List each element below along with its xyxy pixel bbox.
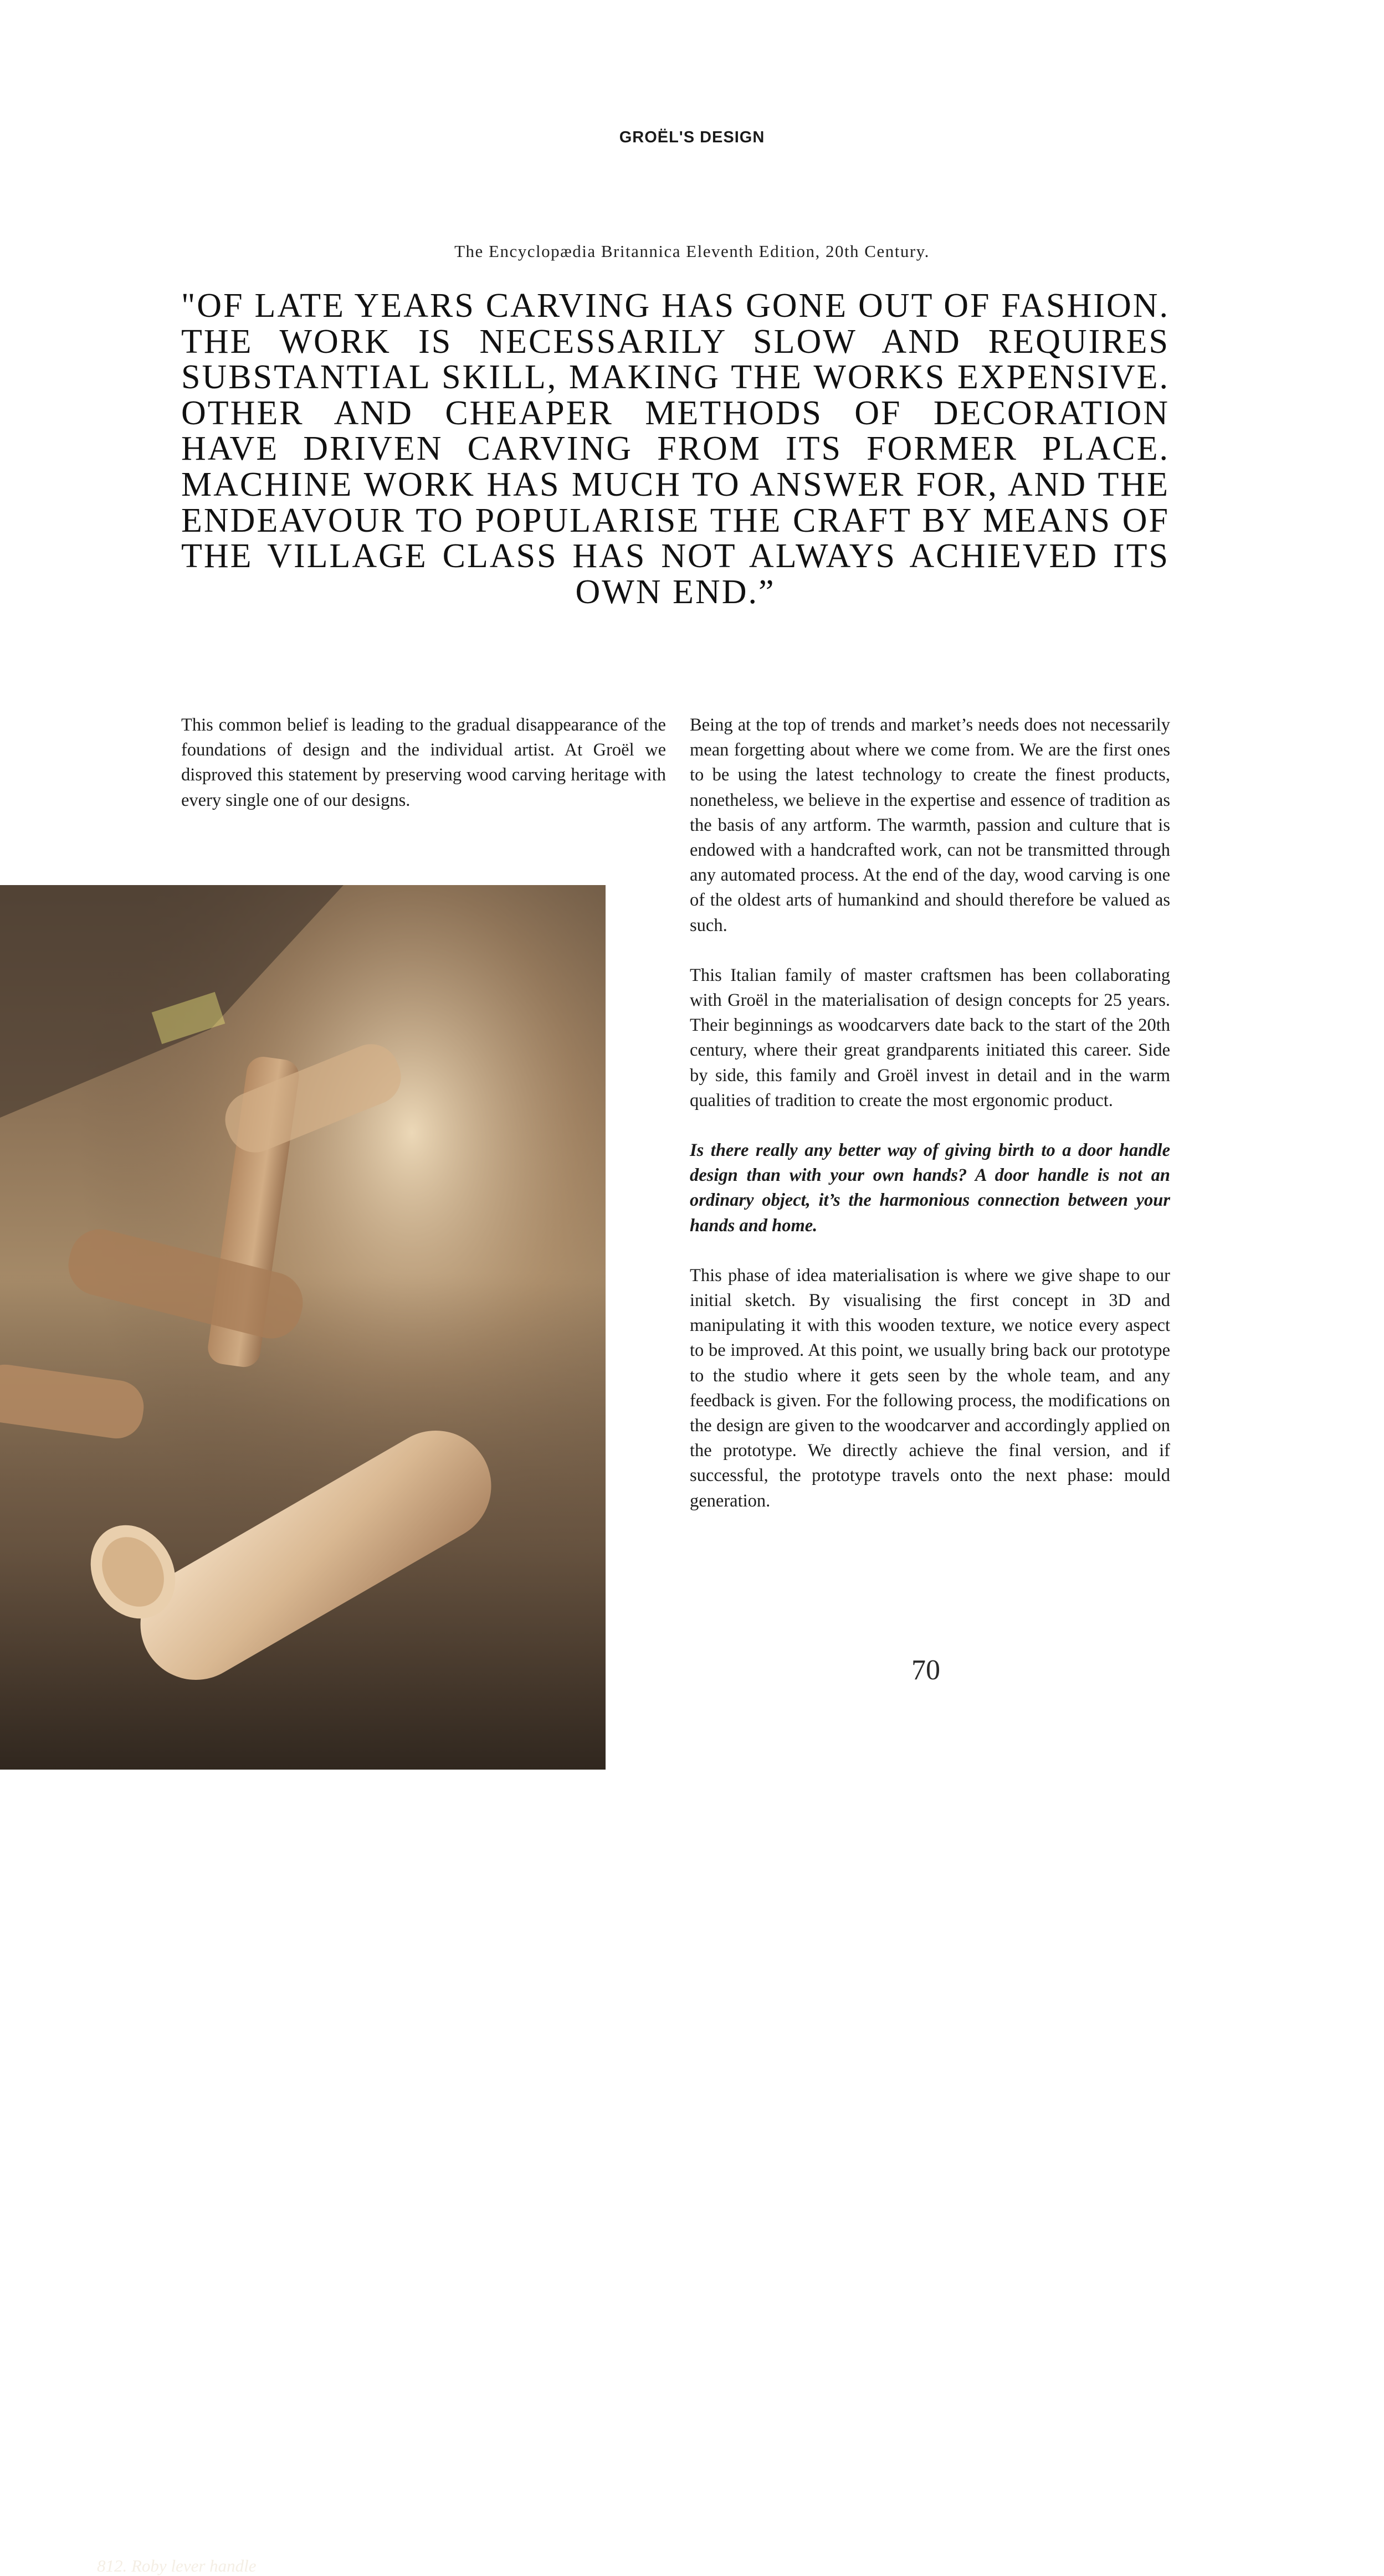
section-header: GROËL'S DESIGN bbox=[619, 128, 765, 146]
paragraph: This Italian family of master craftsmen has been collaborating with Groël in the materialisation of design concepts for 25 years. Their beginnings as woodcarvers date back to the start of the 20th century, where their great grandparents initiated this career. Side by side, this family and Groël invest in detail and in the warm qualities of tradition to create the most ergonomic product. bbox=[690, 965, 1170, 1110]
page-number: 70 bbox=[911, 1654, 940, 1686]
pull-quote: "OF LATE YEARS CARVING HAS GONE OUT OF FASHION. THE WORK IS NECESSARILY SLOW AND REQUIRES SUBSTANTIAL SKILL, MAKING THE WORKS EXPENSIVE. OTHER AND CHEAPER METHODS OF DECORATION HAVE DRIVEN CARVING FROM ITS FORMER PLACE. MACHINE WORK HAS MUCH TO ANSWER FOR, AND THE ENDEAVOUR TO POPULARISE THE CRAFT BY MEANS OF THE VILLAGE CLASS HAS NOT ALWAYS ACHIEVED ITS OWN END.” bbox=[181, 287, 1170, 611]
paragraph: This common belief is leading to the gradual disappearance of the foundations of design and the individual artist. At Groël we disproved this statement by preserving wood carving heritage with every single one of our designs. bbox=[181, 715, 666, 810]
wooden-handles-illustration bbox=[0, 885, 606, 1770]
body-column-left bbox=[181, 713, 666, 838]
body-column-right bbox=[690, 713, 1170, 1539]
product-photo bbox=[0, 885, 606, 2575]
paragraph: This phase of idea materialisation is where we give shape to our initial sketch. By visualising the first concept in 3D and manipulating it with this wooden texture, we notice every aspect to be improved. At this point, we usually bring back our prototype to the studio where it gets seen by the whole team, and any feedback is given. For the following process, the modifications on the design are given to the woodcarver and accordingly applied on the prototype. We directly achieve the final version, and if successful, the prototype travels onto the next phase: mould generation. bbox=[690, 1265, 1170, 1511]
paragraph: Being at the top of trends and market’s needs does not necessarily mean forgetting about where we come from. We are the first ones to be using the latest technology to create the finest products, nonetheless, we believe in the expertise and essence of tradition as the basis of any artform. The warmth, passion and culture that is endowed with a handcrafted work, can not be transmitted through any automated process. At the end of the day, wood carving is one of the oldest arts of humankind and should therefore be valued as such. bbox=[690, 715, 1170, 935]
quote-source: The Encyclopædia Britannica Eleventh Edition, 20th Century. bbox=[454, 241, 930, 261]
photo-caption: 812. Roby lever handle bbox=[97, 2556, 257, 2575]
emphasis-paragraph: Is there really any better way of giving birth to a door handle design than with your own hands? A door handle is not an ordinary object, it’s the harmonious connection between your hands and home. bbox=[690, 1140, 1170, 1236]
